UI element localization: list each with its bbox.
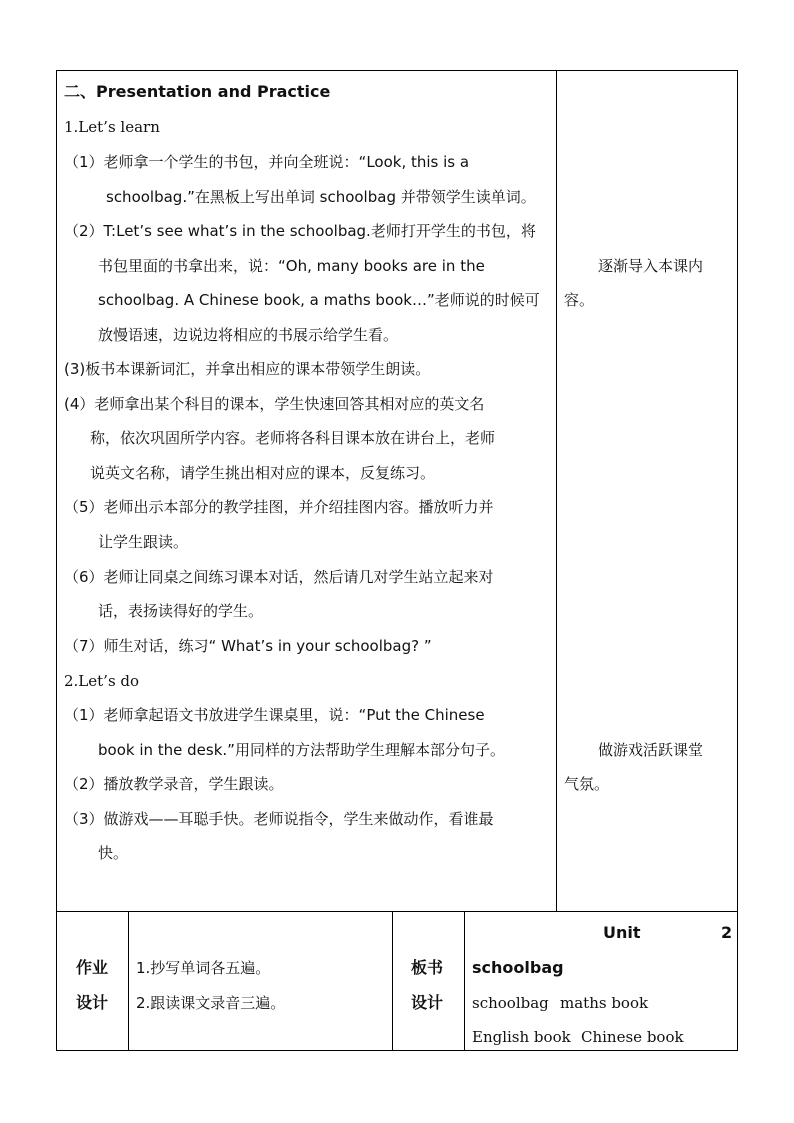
board-title: schoolbag: [472, 958, 564, 977]
learn-item-1-line-2: schoolbag.”在黑板上写出单词 schoolbag 并带领学生读单词。: [106, 188, 536, 206]
learn-item-2-line-3: schoolbag. A Chinese book, a maths book…”老师说的时候可: [98, 291, 540, 309]
homework-item-2: 2.跟读课文录音三遍。: [136, 994, 286, 1012]
do-heading: 2.Let’s do: [64, 672, 140, 690]
learn-item-6-line-1: （6）老师让同桌之间练习课本对话，然后请几对学生站立起来对: [64, 568, 494, 586]
note-1-line-1: 逐渐导入本课内: [598, 257, 704, 275]
learn-item-3: (3)板书本课新词汇，并拿出相应的课本带领学生朗读。: [64, 360, 431, 378]
board-unit: Unit: [603, 923, 641, 942]
do-item-2: （2）播放教学录音，学生跟读。: [64, 775, 284, 793]
learn-item-2-line-4: 放慢语速，边说边将相应的书展示给学生看。: [98, 326, 399, 344]
board-word-maths-book: maths book: [560, 994, 649, 1012]
learn-item-1-line-1: （1）老师拿一个学生的书包，并向全班说：“Look, this is a: [64, 153, 470, 171]
bottom-divider-3: [464, 911, 465, 1050]
learn-item-2-line-1: （2）T:Let’s see what’s in the schoolbag.老师打开学生的书包，将: [64, 222, 536, 240]
board-label-1: 板书: [411, 958, 444, 977]
table-border-left: [56, 70, 57, 1050]
board-word-schoolbag: schoolbag: [472, 994, 549, 1012]
learn-item-7: （7）师生对话，练习“ What’s in your schoolbag? ”: [64, 637, 432, 655]
bottom-divider-1: [128, 911, 129, 1050]
note-2-line-2: 气氛。: [564, 775, 610, 793]
column-divider-notes: [556, 70, 557, 912]
homework-label-1: 作业: [76, 958, 109, 977]
row-divider-bottom: [56, 911, 738, 912]
learn-item-5-line-2: 让学生跟读。: [98, 533, 189, 551]
table-border-right: [737, 70, 738, 1050]
learn-item-6-line-2: 话，表扬读得好的学生。: [98, 602, 264, 620]
homework-item-1: 1.抄写单词各五遍。: [136, 959, 271, 977]
do-item-3-line-2: 快。: [98, 844, 129, 862]
note-1-line-2: 容。: [564, 291, 595, 309]
do-item-1-line-2: book in the desk.”用同样的方法帮助学生理解本部分句子。: [98, 741, 505, 759]
board-word-english-book: English book: [472, 1028, 571, 1046]
do-item-3-line-1: （3）做游戏——耳聪手快。老师说指令，学生来做动作，看谁最: [64, 810, 494, 828]
note-2-line-1: 做游戏活跃课堂: [598, 741, 704, 759]
do-item-1-line-1: （1）老师拿起语文书放进学生课桌里，说：“Put the Chinese: [64, 706, 485, 724]
board-word-chinese-book: Chinese book: [581, 1028, 684, 1046]
section-title: 二、Presentation and Practice: [64, 82, 331, 101]
learn-item-4-line-2: 称，依次巩固所学内容。老师将各科目课本放在讲台上，老师: [90, 429, 496, 447]
homework-label-2: 设计: [76, 993, 109, 1012]
learn-item-5-line-1: （5）老师出示本部分的教学挂图，并介绍挂图内容。播放听力并: [64, 498, 494, 516]
table-border-top: [56, 70, 738, 71]
board-unit-number: 2: [721, 923, 733, 942]
board-label-2: 设计: [411, 993, 444, 1012]
bottom-divider-2: [392, 911, 393, 1050]
learn-item-4-line-3: 说英文名称，请学生挑出相对应的课本，反复练习。: [90, 464, 436, 482]
learn-heading: 1.Let’s learn: [64, 118, 160, 136]
learn-item-2-line-2: 书包里面的书拿出来，说：“Oh, many books are in the: [98, 257, 485, 275]
learn-item-4-line-1: (4）老师拿出某个科目的课本，学生快速回答其相对应的英文名: [64, 395, 485, 413]
